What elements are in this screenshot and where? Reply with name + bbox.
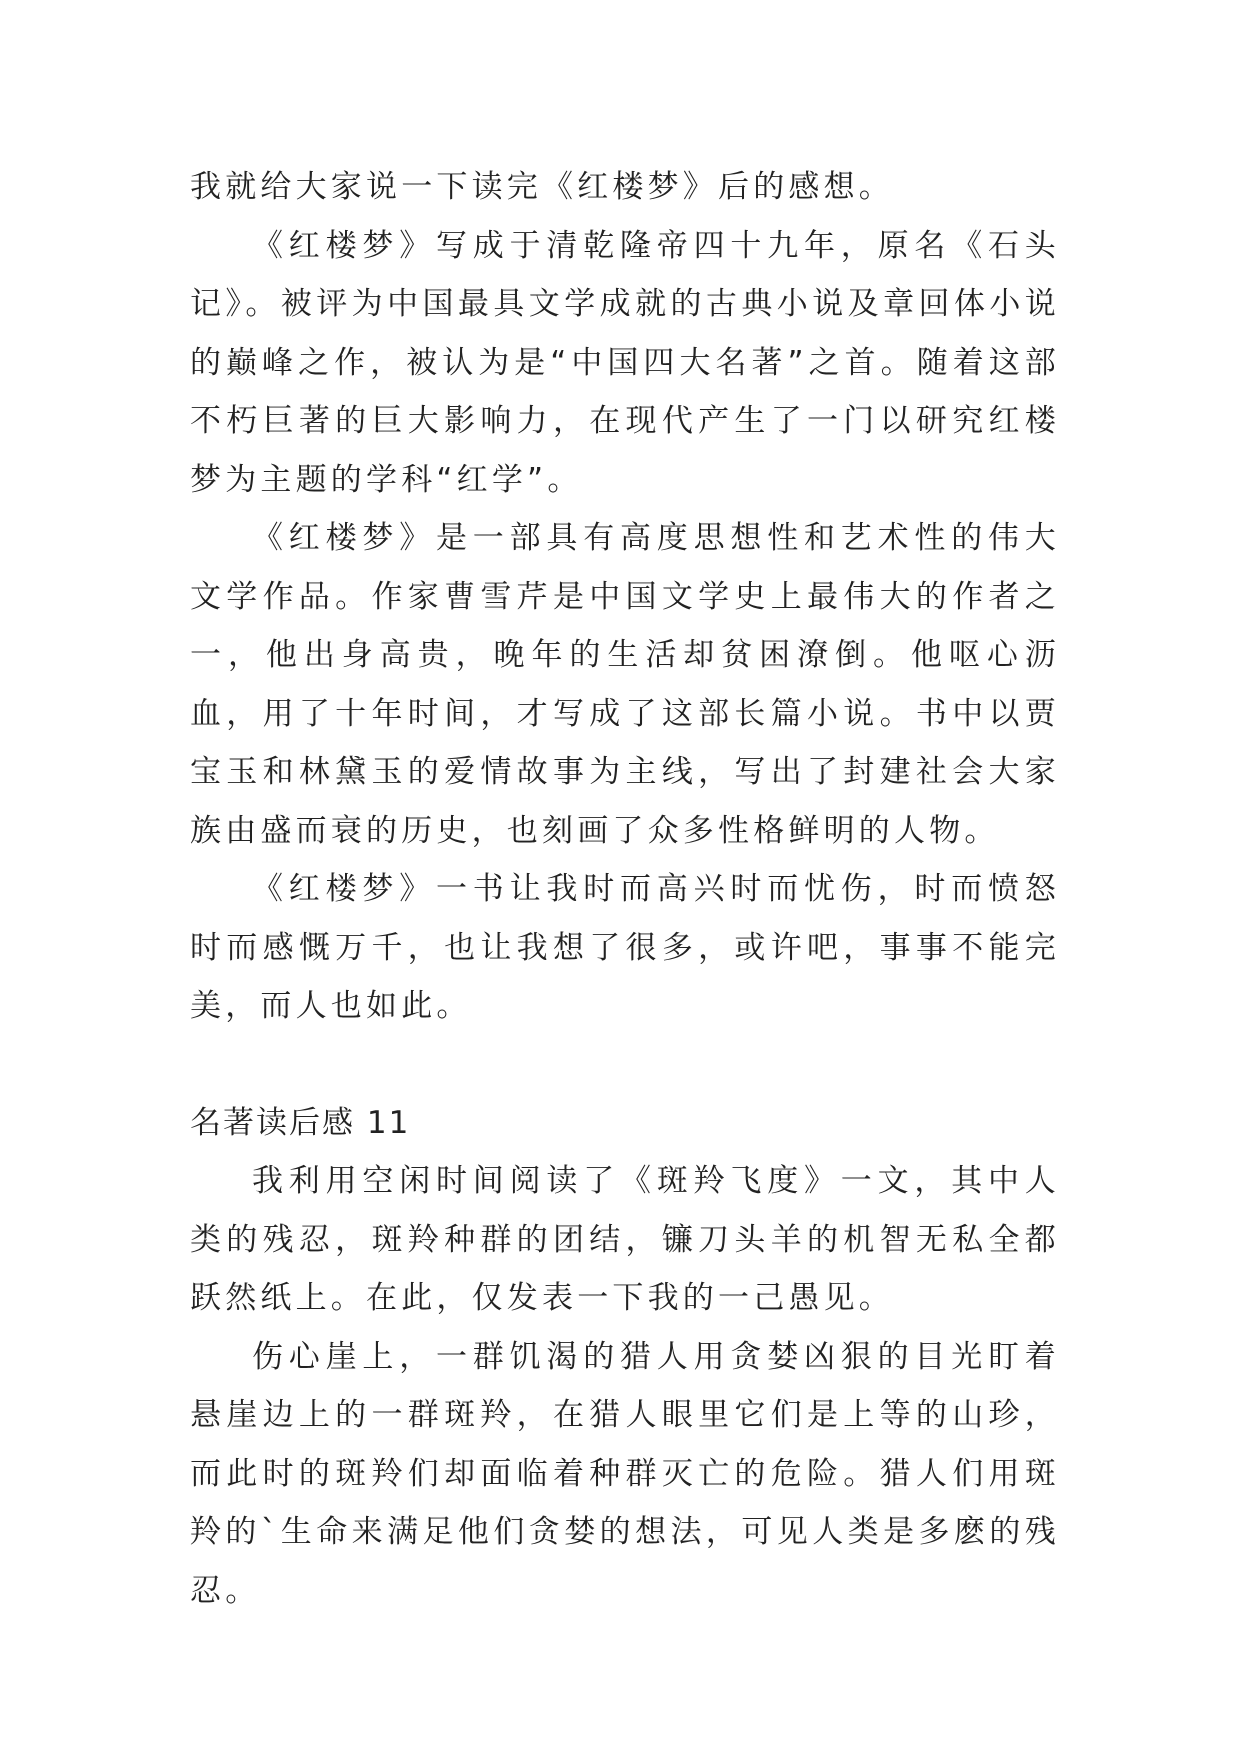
- paragraph-hongloumeng-author: 《红楼梦》是一部具有高度思想性和艺术性的伟大文学作品。作家曹雪芹是中国文学史上最伟大的作者之一，他出身高贵，晚年的生活却贫困潦倒。他呕心沥血，用了十年时间，才写成了这部长篇小说。书中以贾宝玉和林黛玉的爱情故事为主线，写出了封建社会大家族由盛而衰的历史，也刻画了众多性格鲜明的人物。: [190, 520, 1060, 849]
- paragraph-hongloumeng-feelings: 《红楼梦》一书让我时而高兴时而忧伤，时而愤怒时而感慨万千，也让我想了很多，或许吧，事事不能完美，而人也如此。: [190, 871, 1060, 1024]
- document-body: [190, 158, 1060, 1620]
- section-title: 名著读后感 11: [190, 1104, 411, 1141]
- paragraph-hongloumeng-origin: 《红楼梦》写成于清乾隆帝四十九年，原名《石头记》。被评为中国最具文学成就的古典小说及章回体小说的巅峰之作，被认为是“中国四大名著”之首。随着这部不朽巨著的巨大影响力，在现代产生了一门以研究红楼梦为主题的学科“红学”。: [190, 227, 1060, 498]
- intro-paragraph: 我就给大家说一下读完《红楼梦》后的感想。: [190, 169, 894, 205]
- paragraph-banling-intro: 我利用空闲时间阅读了《斑羚飞度》一文，其中人类的残忍，斑羚种群的团结，镰刀头羊的机智无私全都跃然纸上。在此，仅发表一下我的一己愚见。: [190, 1163, 1060, 1316]
- paragraph-banling-cliff: 伤心崖上，一群饥渴的猎人用贪婪凶狠的目光盯着悬崖边上的一群斑羚，在猎人眼里它们是上等的山珍，而此时的斑羚们却面临着种群灭亡的危险。猎人们用斑羚的`生命来满足他们贪婪的想法，可见人类是多麽的残忍。: [190, 1338, 1060, 1609]
